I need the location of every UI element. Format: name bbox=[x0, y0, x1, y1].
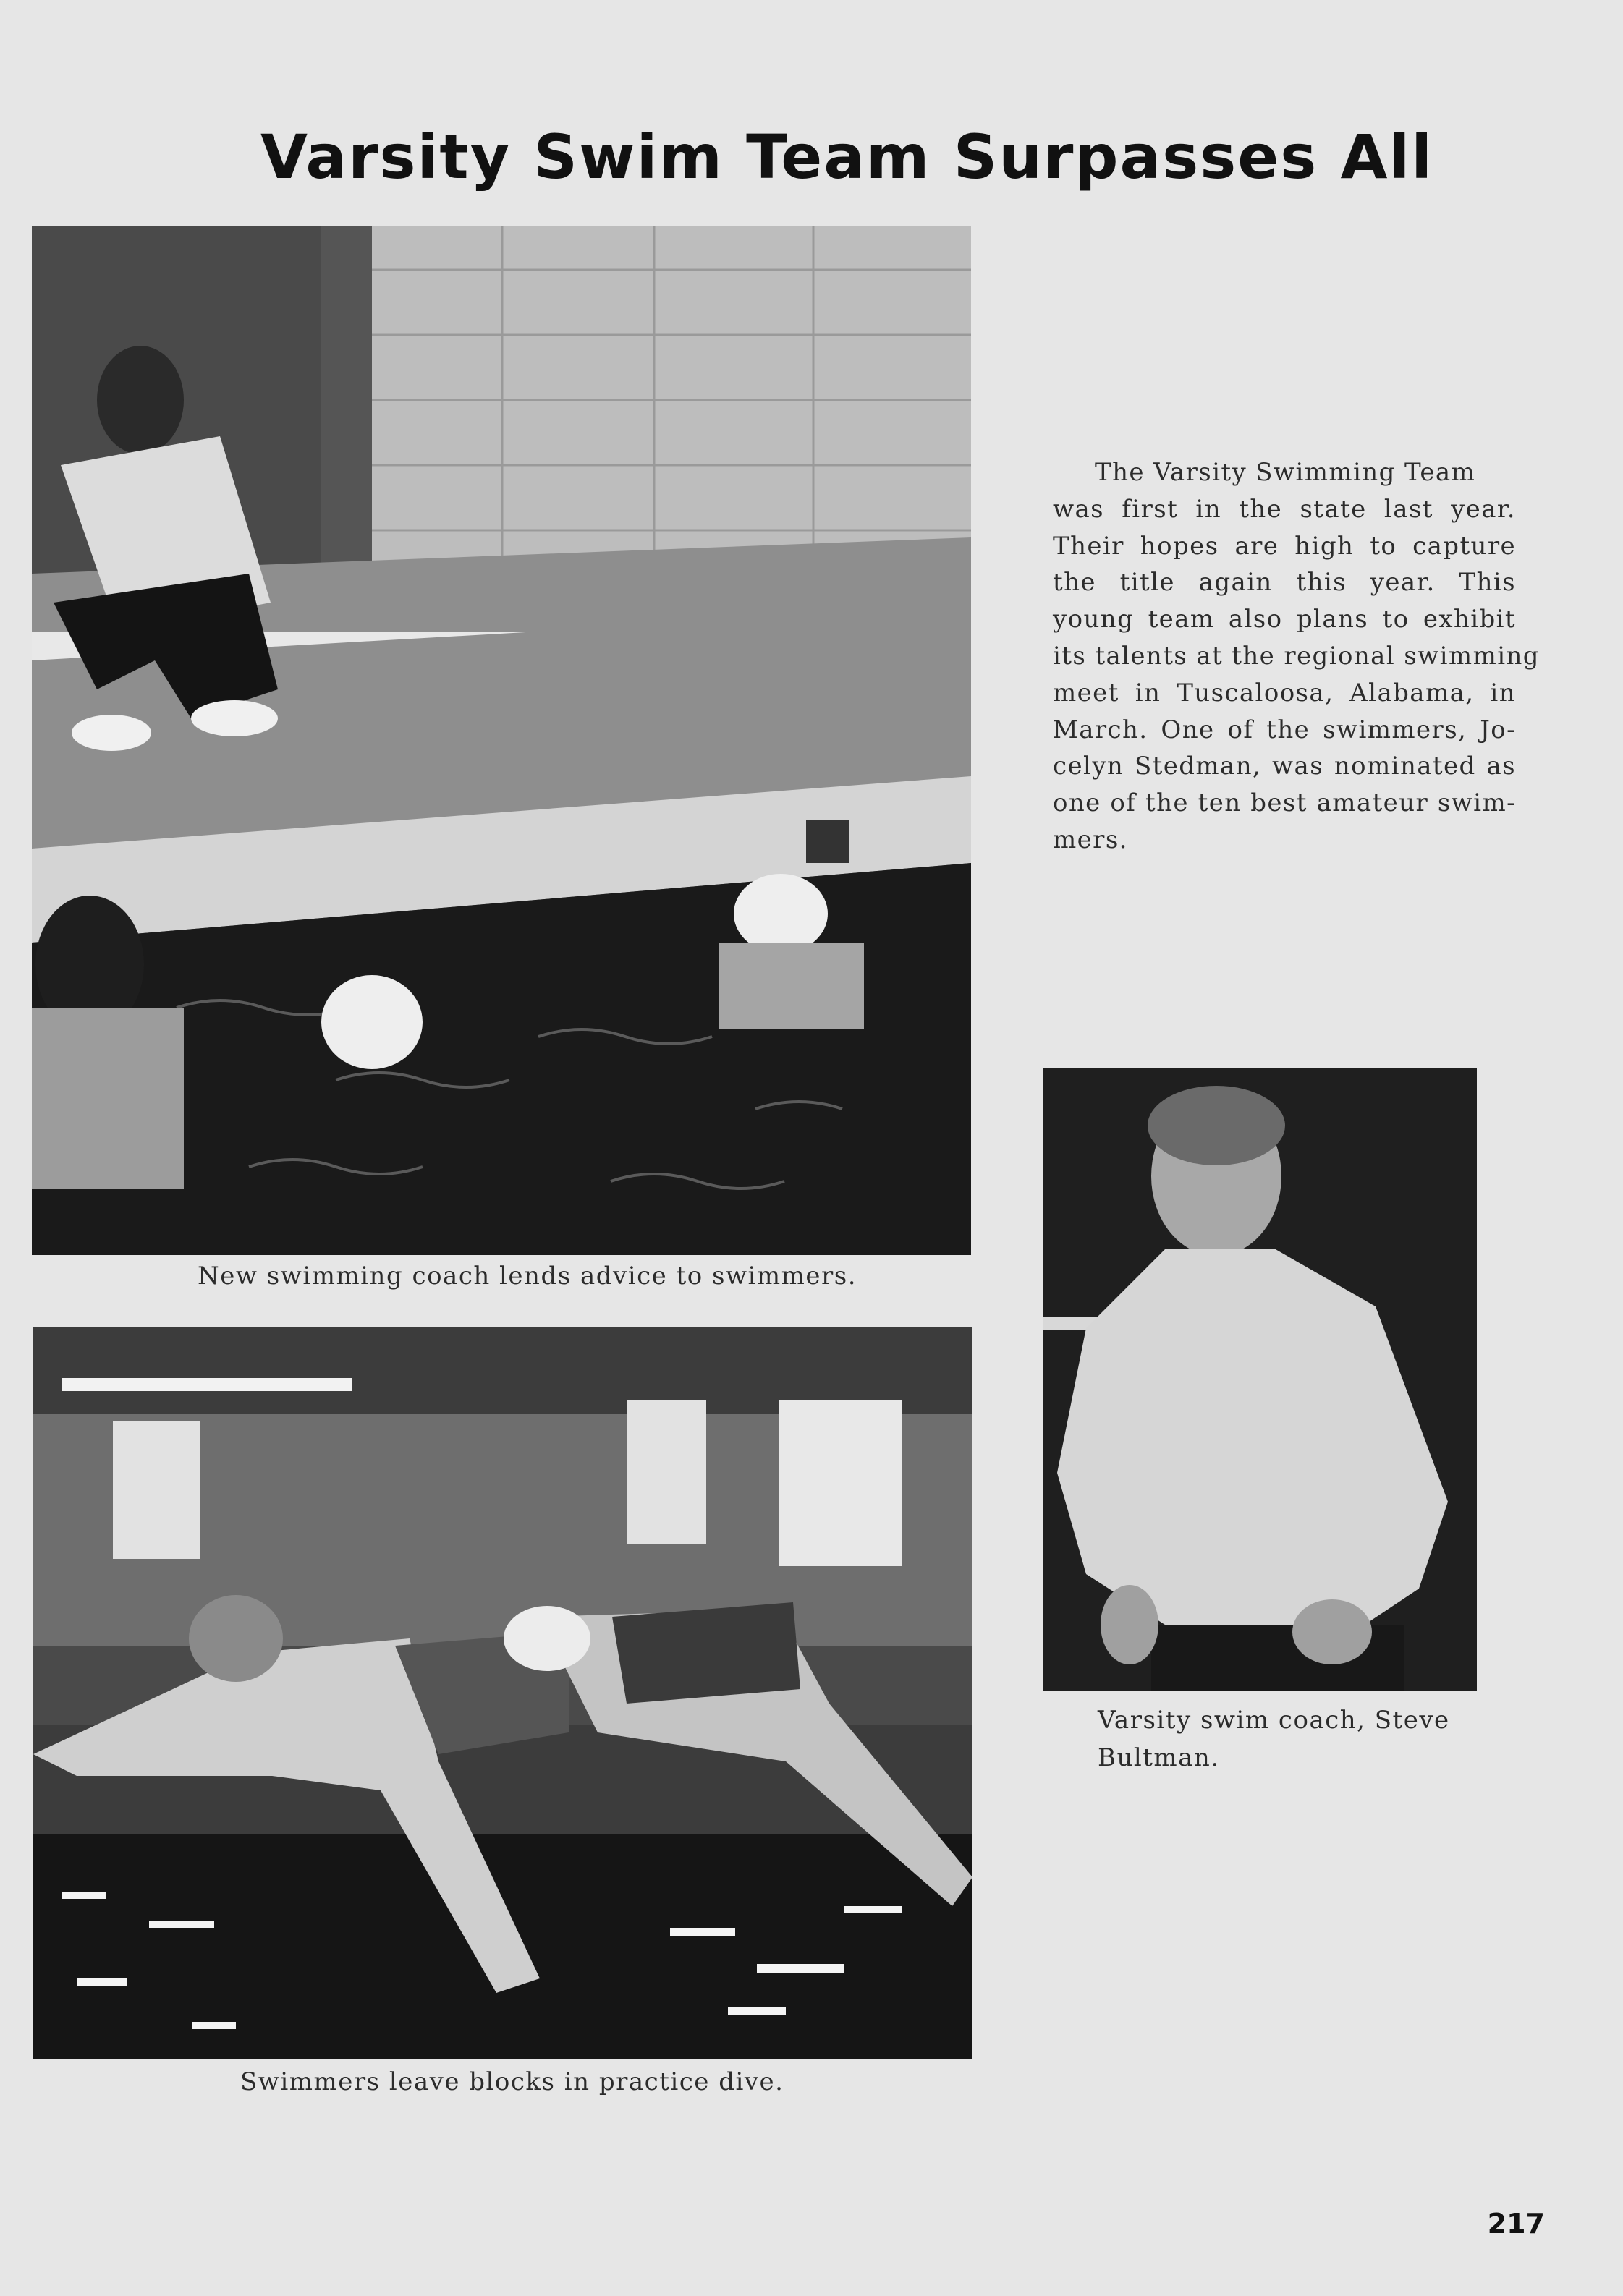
article-title: Varsity Swim Team Surpasses All bbox=[260, 122, 1434, 192]
practice-dive-caption: Swimmers leave blocks in practice dive. bbox=[240, 2067, 784, 2096]
coach-portrait-photo bbox=[1043, 1068, 1477, 1691]
body-line: was first in the state last year. bbox=[1053, 494, 1516, 524]
body-line: mers. bbox=[1053, 825, 1128, 854]
body-line: its talents at the regional swimming bbox=[1053, 641, 1540, 671]
coach-advice-caption: New swimming coach lends advice to swimmers. bbox=[198, 1262, 857, 1291]
caption-line: Varsity swim coach, Steve bbox=[1098, 1706, 1450, 1735]
coach-portrait-caption bbox=[1098, 1701, 1450, 1777]
body-line: The Varsity Swimming Team bbox=[1095, 458, 1476, 487]
caption-line: Bultman. bbox=[1098, 1743, 1220, 1772]
body-line: young team also plans to exhibit bbox=[1053, 605, 1516, 634]
page-number: 217 bbox=[1487, 2208, 1545, 2240]
body-line: one of the ten best amateur swim- bbox=[1053, 788, 1516, 818]
body-line: Their hopes are high to capture bbox=[1053, 531, 1516, 561]
article-body bbox=[1053, 454, 1540, 859]
body-line: celyn Stedman, was nominated as bbox=[1053, 752, 1516, 781]
body-line: March. One of the swimmers, Jo- bbox=[1053, 715, 1516, 744]
practice-dive-photo bbox=[33, 1327, 972, 2059]
coach-advice-photo bbox=[32, 226, 971, 1255]
body-line: the title again this year. This bbox=[1053, 568, 1516, 598]
body-line: meet in Tuscaloosa, Alabama, in bbox=[1053, 678, 1516, 707]
